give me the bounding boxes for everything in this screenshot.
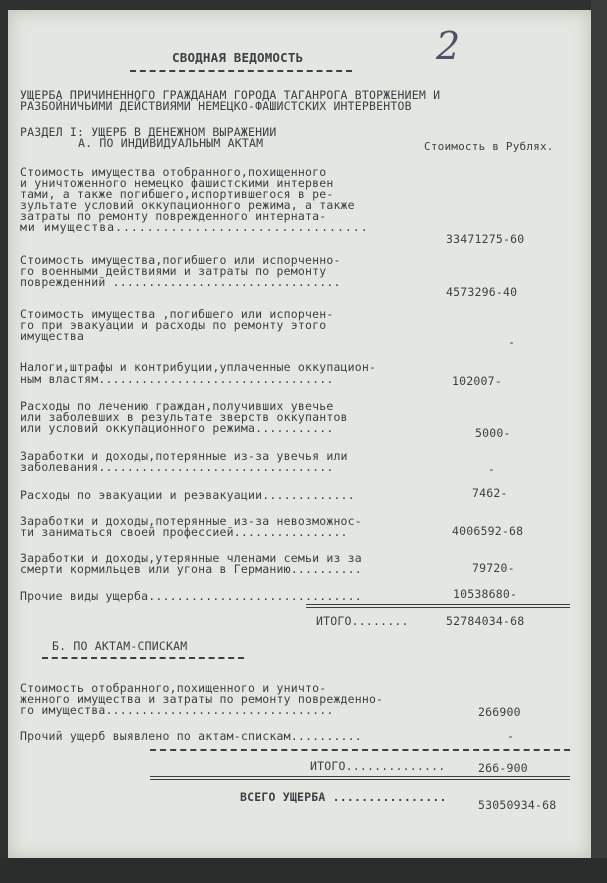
total-b-label: ИТОГО..............: [310, 759, 446, 773]
item-a6-value: -: [488, 462, 496, 476]
item-a5-line-1: Расходы по лечению граждан,получивших увечье: [20, 399, 334, 413]
subsection-a-heading: А. ПО ИНДИВИДУАЛЬНЫМ АКТАМ: [78, 136, 264, 150]
item-a9-line-1: Заработки и доходы,утерянные членами семьи из за: [20, 551, 362, 565]
item-a3-line-2: го при эвакуации и расходы по ремонту этого: [20, 318, 327, 332]
section-heading: РАЗДЕЛ I: УЩЕРБ В ДЕНЕЖНОМ ВЫРАЖЕНИИ: [20, 125, 277, 139]
item-a5-line-3: или условий оккупационного режима...........: [20, 421, 334, 435]
scanner-edge-bottom: [0, 858, 607, 883]
item-a2-value: 4573296-40: [446, 285, 518, 299]
title-underline: [130, 70, 352, 72]
item-a8-value: 4006592-68: [452, 524, 524, 538]
item-a9-value: 79720-: [472, 561, 515, 575]
item-a2-line-2: го военными действиями и затраты по ремонту: [20, 264, 327, 278]
scanner-edge-right: [591, 0, 607, 883]
item-a1-line-1: Стоимость имущества отобранного,похищенного: [20, 165, 327, 179]
total-b-value: 266-900: [478, 761, 528, 775]
item-a5-line-2: или заболевших в результате зверств оккупантов: [20, 410, 348, 424]
item-a1-line-3: тами, а также погибшего,испортившегося в ре-: [20, 187, 334, 201]
item-a7-value: 7462-: [472, 486, 508, 500]
item-a1-line-6: ми имущества................................: [20, 220, 369, 234]
item-b1-value: 266900: [478, 705, 521, 719]
item-a2-line-3: поврежденний ................................: [20, 275, 341, 289]
item-b1-line-1: Стоимость отобранного,похищенного и уничто-: [20, 681, 327, 695]
subsection-b-heading: Б. ПО АКТАМ-СПИСКАМ: [52, 639, 188, 653]
item-b1-line-2: женного имущества и затраты по ремонту поврежденно-: [20, 692, 384, 706]
total-a-rule: [306, 604, 570, 608]
item-a6-line-2: заболевания.................................: [20, 460, 334, 474]
document-title: СВОДНАЯ ВЕДОМОСТЬ: [172, 50, 304, 65]
item-b1-line-3: го имущества................................: [20, 703, 334, 717]
item-a5-value: 5000-: [475, 426, 511, 440]
total-b-rule: [150, 749, 570, 751]
total-a-label: ИТОГО........: [316, 614, 409, 628]
item-a6-line-1: Заработки и доходы,потерянные из-за увечья или: [20, 449, 348, 463]
item-a7-line-1: Расходы по эвакуации и реэвакуации.............: [20, 488, 355, 502]
item-a9-line-2: смерти кормильцев или угона в Германию..........: [20, 562, 362, 576]
total-a-value: 52784034-68: [446, 614, 525, 628]
item-b2-line-1: Прочий ущерб выявлено по актам-спискам..........: [20, 729, 362, 743]
subtitle-line-2: РАЗБОЙНИЧЬИМИ ДЕЙСТВИЯМИ НЕМЕЦКО-ФАШИСТСКИХ ИНТЕРВЕНТОВ: [20, 99, 412, 113]
item-a8-line-2: ти заниматься своей профессией................: [20, 525, 348, 539]
item-a10-value: 10538680-: [453, 587, 518, 601]
item-a1-line-4: зультате условий оккупационного режима, а также: [20, 198, 355, 212]
item-a1-line-5: затраты по ремонту поврежденного интерната-: [20, 209, 327, 223]
item-a3-line-1: Стоимость имущества ,погибшего или испорчен-: [20, 307, 334, 321]
item-a3-line-3: имущества: [20, 329, 85, 343]
item-a3-value: -: [508, 335, 516, 349]
item-a2-line-1: Стоимость имущества,погибшего или испорченно-: [20, 253, 341, 267]
item-a1-value: 33471275-60: [446, 232, 525, 246]
grand-total-label: ВСЕГО УЩЕРБА ................: [240, 790, 447, 804]
handwritten-page-number: 2: [436, 24, 461, 68]
subsection-b-underline: [42, 657, 244, 659]
item-a10-line-1: Прочие виды ущерба..............................: [20, 589, 362, 603]
grand-total-value: 53050934-68: [478, 798, 557, 812]
item-a4-line-2: ным властям.................................: [20, 372, 334, 386]
subtitle-line-1: УЩЕРБА ПРИЧИНЕННОГО ГРАЖДАНАМ ГОРОДА ТАГАНРОГА ВТОРЖЕНИЕМ И: [20, 88, 441, 102]
item-a1-line-2: и уничтоженного немецко фашистскими интервен: [20, 176, 334, 190]
item-a4-value: 102007-: [452, 374, 502, 388]
item-b2-value: -: [507, 729, 515, 743]
item-a4-line-1: Налоги,штрафы и контрибуции,уплаченные оккупацион-: [20, 360, 377, 374]
grand-total-rule: [150, 776, 570, 780]
column-header-value: Стоимость в Рублях.: [424, 140, 554, 153]
item-a8-line-1: Заработки и доходы,потерянные из-за невозможнос-: [20, 514, 362, 528]
